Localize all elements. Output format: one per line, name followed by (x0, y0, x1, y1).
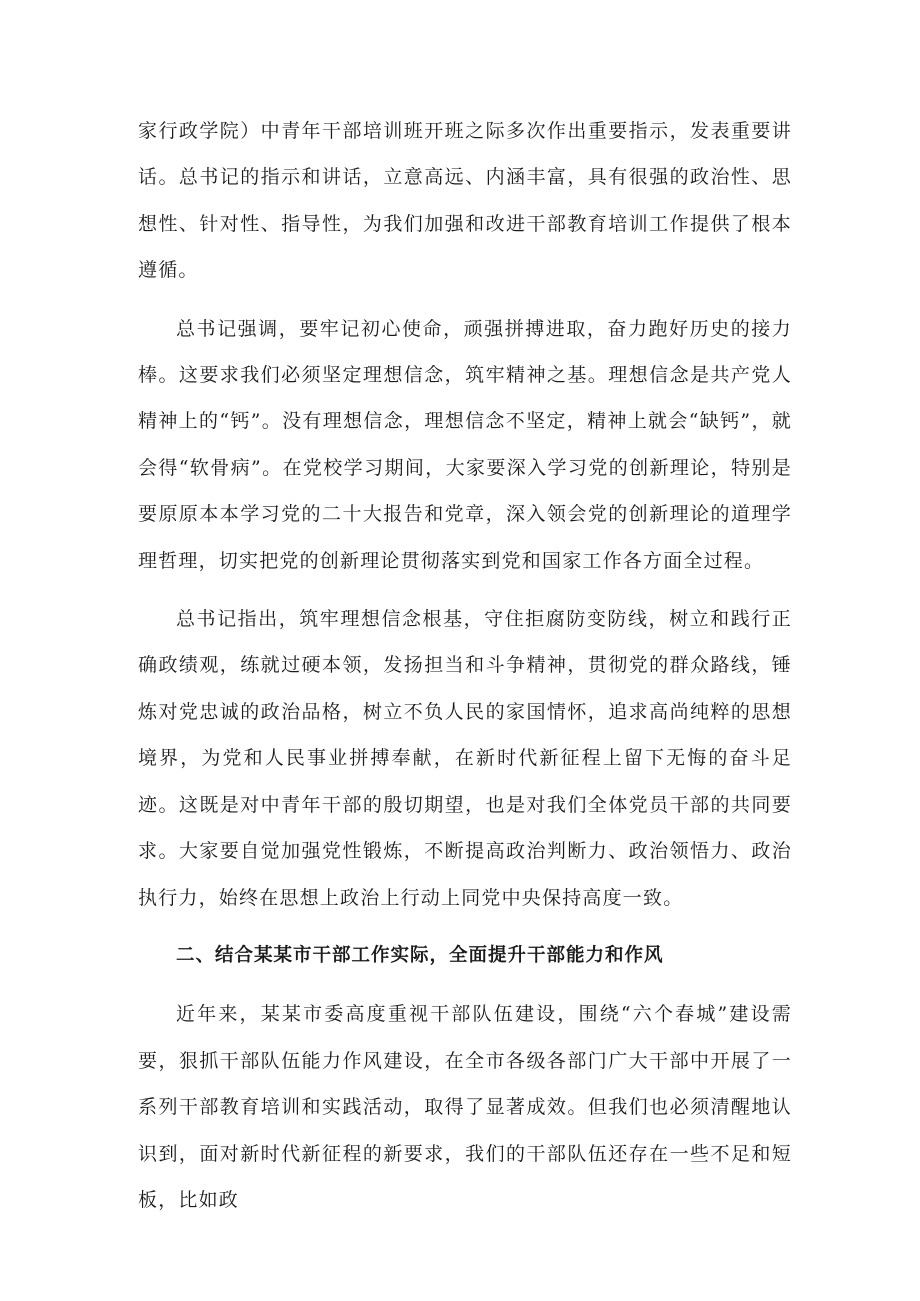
paragraph-city-cadre-work: 近年来，某某市委高度重视干部队伍建设，围绕“六个春城”建设需要，狠抓干部队伍能力作风建设，在全市各级各部门广大干部中开展了一系列干部教育培训和实践活动，取得了显著成效。但我们也必须清醒地认识到，面对新时代新征程的新要求，我们的干部队伍还存在一些不足和短板，比如政 (138, 1003, 792, 1211)
section-heading: 二、结合某某市干部工作实际，全面提升干部能力和作风 (176, 944, 664, 966)
paragraph-continued: 家行政学院）中青年干部培训班开班之际多次作出重要指示，发表重要讲话。总书记的指示和讲话，立意高远、内涵丰富，具有很强的政治性、思想性、针对性、指导性，为我们加强和改进干部教育培训工作提供了根本遵循。 (138, 120, 792, 282)
document-body (138, 108, 792, 1223)
paragraph-ideals-and-beliefs: 总书记强调，要牢记初心使命，顽强拼搏进取，奋力跑好历史的接力棒。这要求我们必须坚定理想信念，筑牢精神之基。理想信念是共产党人精神上的“钙”。没有理想信念，理想信念不坚定，精神上就会“缺钙”，就会得“软骨病”。在党校学习期间，大家要深入学习党的创新理论，特别是要原原本本学习党的二十大报告和党章，深入领会党的创新理论的道理学理哲理，切实把党的创新理论贯彻落实到党和国家工作各方面全过程。 (138, 317, 792, 572)
paragraph-expectations: 总书记指出，筑牢理想信念根基，守住拒腐防变防线，树立和践行正确政绩观，练就过硬本领，发扬担当和斗争精神，贯彻党的群众路线，锤炼对党忠诚的政治品格，树立不负人民的家国情怀，追求高尚纯粹的思想境界，为党和人民事业拼搏奉献，在新时代新征程上留下无悔的奋斗足迹。这既是对中青年干部的殷切期望，也是对我们全体党员干部的共同要求。大家要自觉加强党性锻炼，不断提高政治判断力、政治领悟力、政治执行力，始终在思想上政治上行动上同党中央保持高度一致。 (138, 608, 792, 909)
